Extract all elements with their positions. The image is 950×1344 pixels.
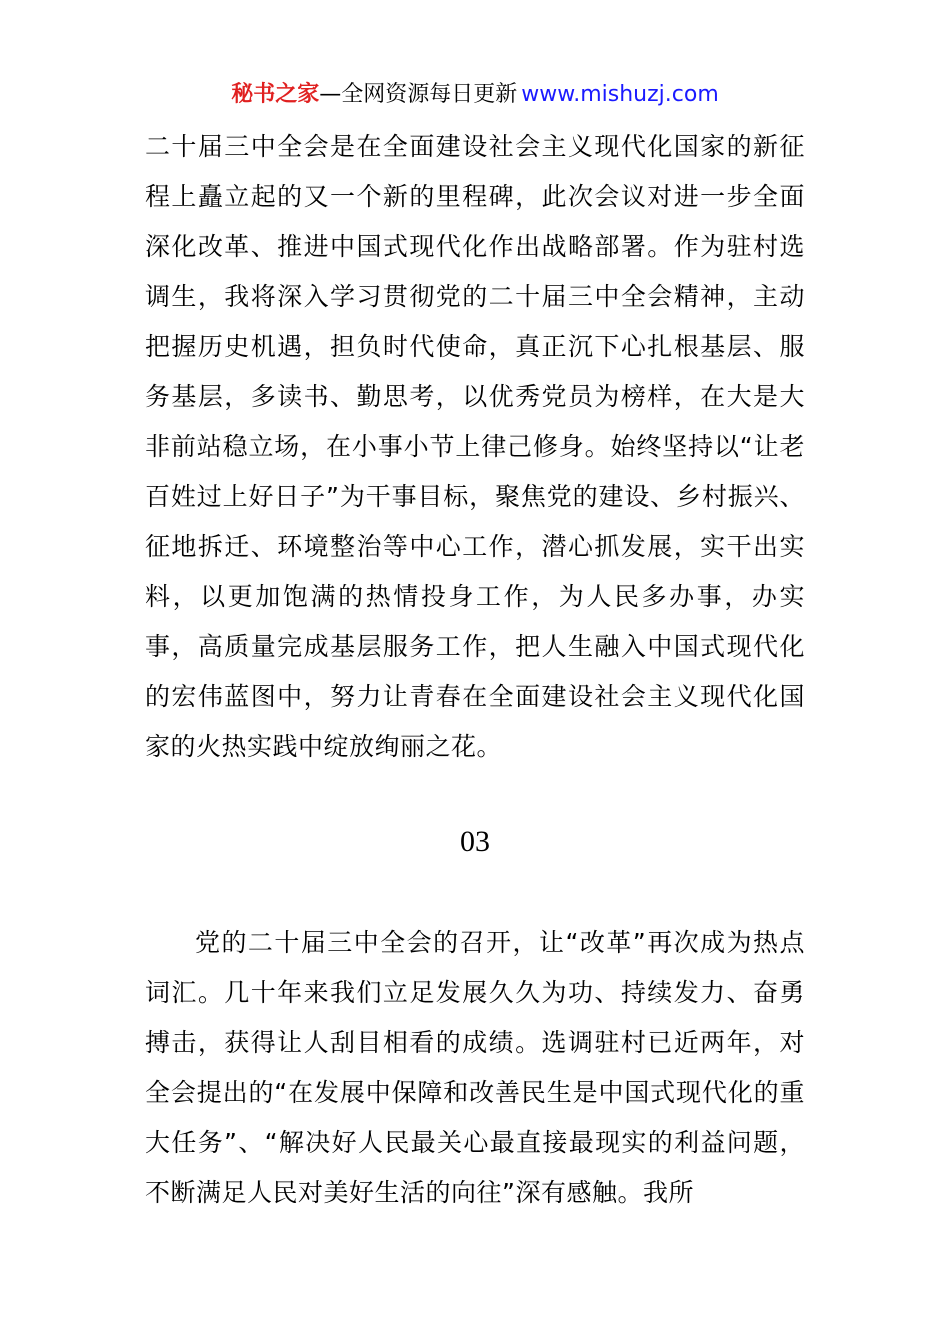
header-url-link[interactable]: www.mishuzj.com xyxy=(521,82,719,107)
body-paragraph-1: 二十届三中全会是在全面建设社会主义现代化国家的新征程上矗立起的又一个新的里程碑，此次会议对进一步全面深化改革、推进中国式现代化作出战略部署。作为驻村选调生，我将深入学习贯彻党的二十届三中全会精神，主动把握历史机遇，担负时代使命，真正沉下心扎根基层、服务基层，多读书、勤思考，以优秀党员为榜样，在大是大非前站稳立场，在小事小节上律己修身。始终坚持以“让老百姓过上好日子”为干事目标，聚焦党的建设、乡村振兴、征地拆迁、环境整治等中心工作，潜心抓发展，实干出实料，以更加饱满的热情投身工作，为人民多办事，办实事，高质量完成基层服务工作，把人生融入中国式现代化的宏伟蓝图中，努力让青春在全面建设社会主义现代化国家的火热实践中绽放绚丽之花。 xyxy=(145,132,805,761)
brand-name: 秘书之家 xyxy=(231,82,320,107)
header-tagline: —全网资源每日更新 xyxy=(319,82,518,107)
page-header xyxy=(0,80,950,110)
body-paragraph-2: 党的二十届三中全会的召开，让“改革”再次成为热点词汇。几十年来我们立足发展久久为功、持续发力、奋勇搏击，获得让人刮目相看的成绩。选调驻村已近两年，对全会提出的“在发展中保障和改善民生是中国式现代化的重大任务”、“解决好人民最关心最直接最现实的利益问题，不断满足人民对美好生活的向往”深有感触。我所 xyxy=(145,928,805,1207)
section-number: 03 xyxy=(460,825,490,858)
